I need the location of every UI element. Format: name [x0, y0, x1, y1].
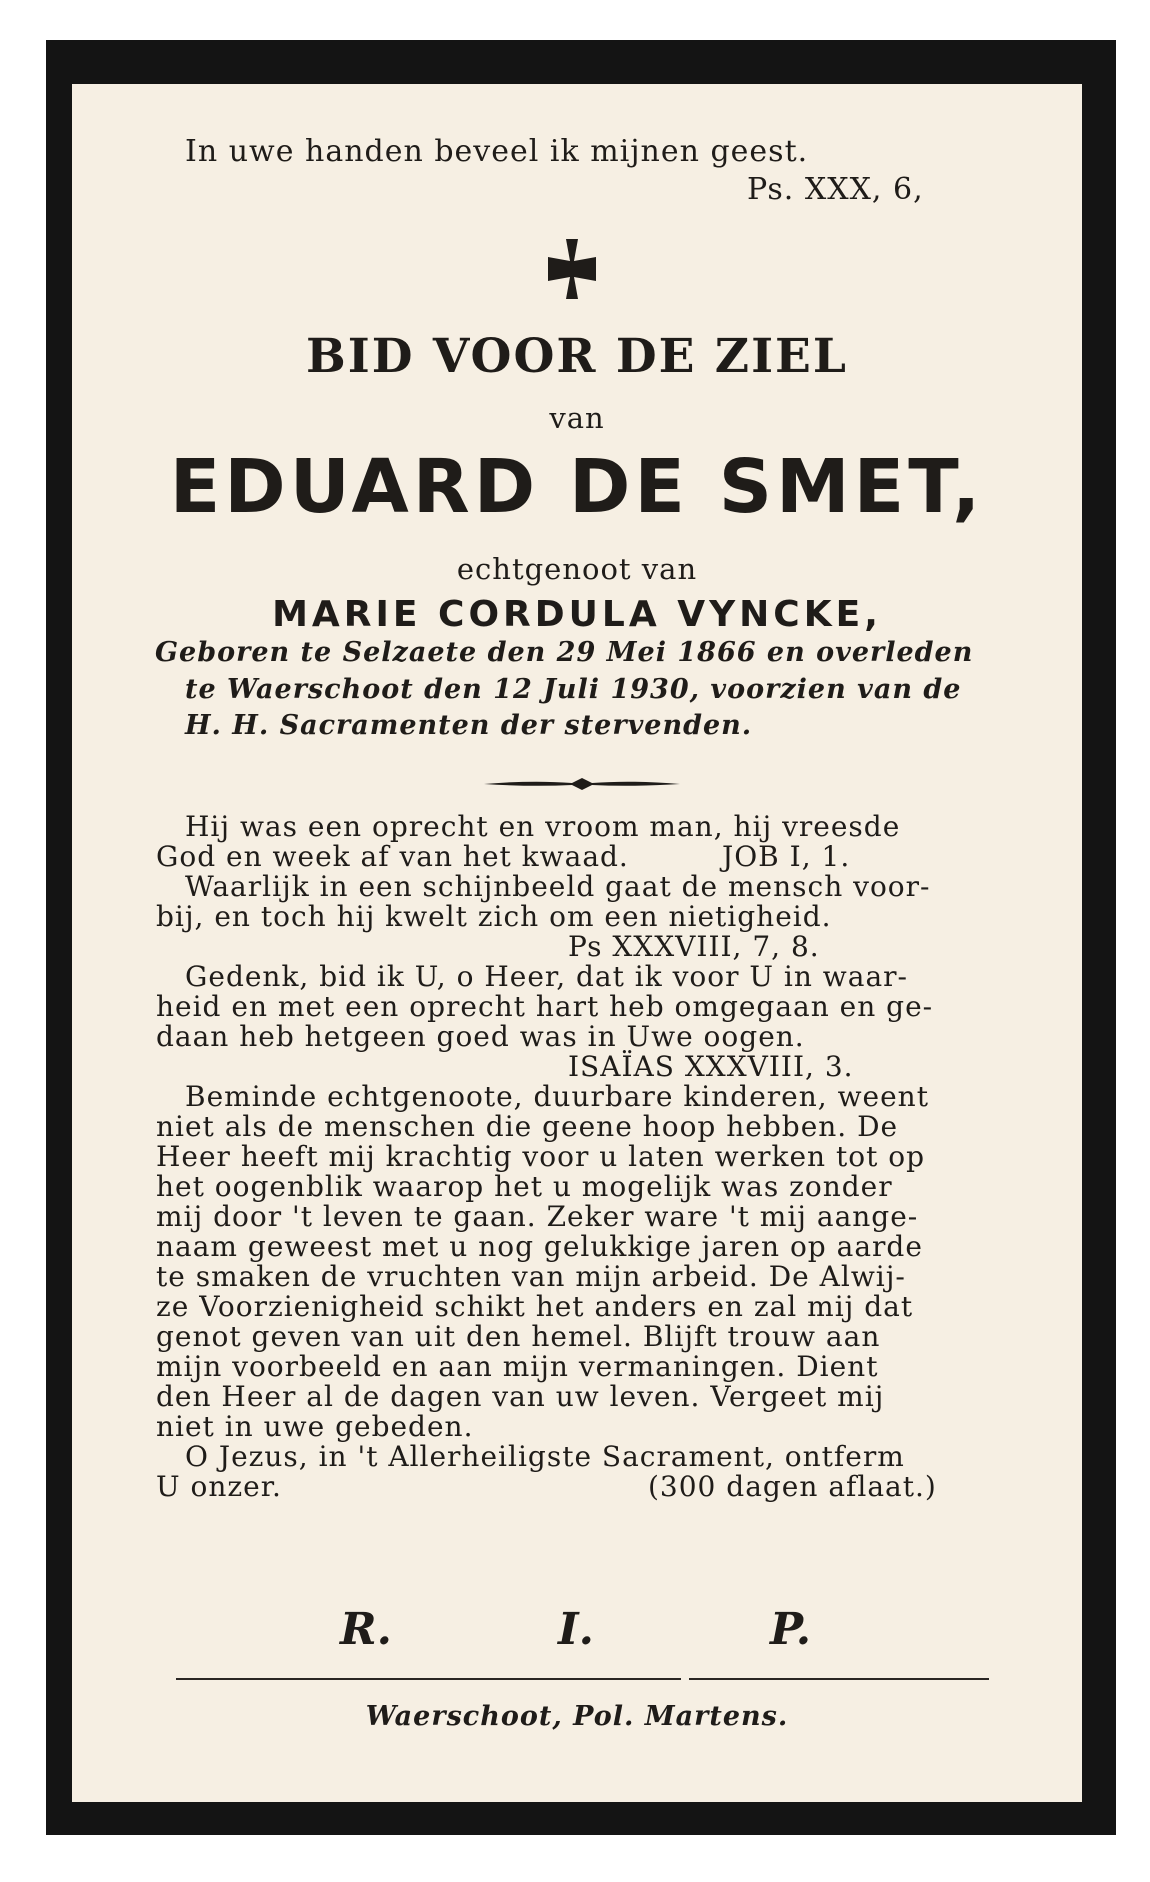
- body-line: bij, en toch hij kwelt zich om een nietigheid.: [156, 900, 832, 933]
- body-line: heid en met een oprecht hart heb omgegaan en ge-: [156, 990, 934, 1023]
- indulgence-note: (300 dagen aflaat.): [648, 1470, 937, 1503]
- body-line: ze Voorzienigheid schikt het anders en zal mij dat: [156, 1290, 914, 1323]
- body-line: daan heb hetgeen goed was in Uwe oogen.: [156, 1020, 805, 1053]
- ornament-divider: [482, 774, 682, 794]
- body-line: mijn voorbeeld en aan mijn vermaningen. Dient: [156, 1350, 879, 1383]
- body-line: Beminde echtgenoote, duurbare kinderen, weent: [185, 1080, 929, 1113]
- printer-rule-right: [689, 1678, 989, 1680]
- body-line: Waarlijk in een schijnbeeld gaat de mensch voor-: [185, 870, 931, 903]
- body-line: den Heer al de dagen van uw leven. Vergeet mij: [156, 1380, 885, 1413]
- deceased-name: EDUARD DE SMET,: [169, 444, 985, 530]
- spouse-label: echtgenoot van: [456, 552, 698, 586]
- spouse-name: MARIE CORDULA VYNCKE,: [272, 594, 882, 635]
- body-line: naam geweest met u nog gelukkige jaren op aarde: [156, 1230, 923, 1263]
- cross-icon: [540, 237, 604, 301]
- scripture-reference: ISAÏAS XXXVIII, 3.: [568, 1050, 854, 1083]
- body-line: genot geven van uit den hemel. Blijft trouw aan: [156, 1320, 881, 1353]
- psalm-reference: Ps. XXX, 6,: [747, 172, 924, 207]
- body-line: mij door 't leven te gaan. Zeker ware 't mij aange-: [156, 1200, 919, 1233]
- van-label: van: [549, 401, 605, 435]
- rip-i: I.: [558, 1604, 594, 1655]
- printer-imprint: Waerschoot, Pol. Martens.: [365, 1701, 789, 1732]
- body-line: U onzer.: [156, 1470, 282, 1503]
- bio-line: te Waerschoot den 12 Juli 1930, voorzien van de: [185, 674, 962, 705]
- body-line: O Jezus, in 't Allerheiligste Sacrament, ontferm: [185, 1440, 905, 1473]
- printer-rule-left: [176, 1678, 681, 1680]
- bio-line: H. H. Sacramenten der stervenden.: [185, 710, 753, 741]
- psalm-motto: In uwe handen beveel ik mijnen geest.: [185, 134, 809, 169]
- body-line: te smaken de vruchten van mijn arbeid. De Alwij-: [156, 1260, 906, 1293]
- memorial-card: [72, 84, 1082, 1802]
- body-line: God en week af van het kwaad.: [156, 840, 629, 873]
- body-line: Gedenk, bid ik U, o Heer, dat ik voor U in waar-: [185, 960, 909, 993]
- body-line: het oogenblik waarop het u mogelijk was zonder: [156, 1170, 893, 1203]
- scripture-reference: JOB I, 1.: [722, 840, 851, 873]
- prayer-heading: BID VOOR DE ZIEL: [306, 329, 848, 384]
- body-line: niet in uwe gebeden.: [156, 1410, 474, 1443]
- body-line: Hij was een oprecht en vroom man, hij vreesde: [185, 810, 901, 843]
- rip-r: R.: [340, 1604, 392, 1655]
- body-line: niet als de menschen die geene hoop hebben. De: [156, 1110, 899, 1143]
- scripture-reference: Ps XXXVIII, 7, 8.: [568, 930, 820, 963]
- bio-line: Geboren te Selzaete den 29 Mei 1866 en overleden: [155, 637, 974, 668]
- rip-p: P.: [770, 1604, 812, 1655]
- body-line: Heer heeft mij krachtig voor u laten werken tot op: [156, 1140, 926, 1173]
